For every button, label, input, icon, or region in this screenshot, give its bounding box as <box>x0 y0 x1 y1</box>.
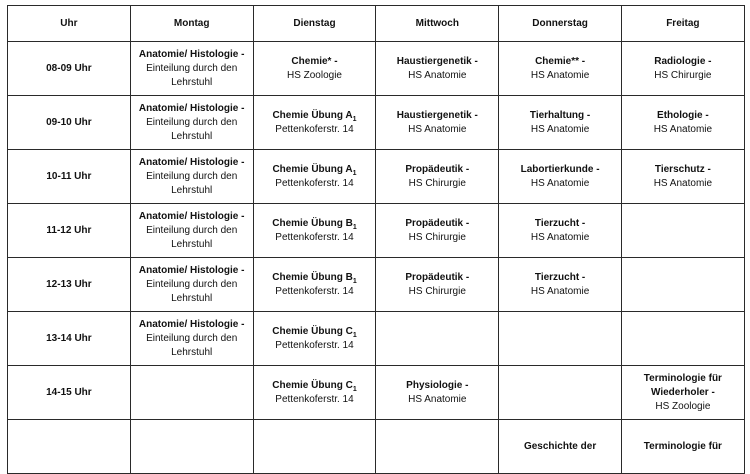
time-slot <box>8 420 131 474</box>
course-location: HS Anatomie <box>530 177 590 189</box>
time-slot: 12-13 Uhr <box>8 258 131 312</box>
course-subject <box>260 379 370 393</box>
cell-donnerstag <box>499 42 622 96</box>
course-subject-text: Anatomie/ Histologie - <box>138 48 245 60</box>
course-location: HS Anatomie <box>530 123 590 135</box>
course-subject-text: Tierschutz - <box>654 163 711 175</box>
course-subject-text: Terminologie für <box>643 440 722 452</box>
course-subject-text: Ethologie - <box>657 109 709 121</box>
cell-donnerstag <box>499 420 622 474</box>
cell-dienstag <box>253 366 376 420</box>
cell-freitag <box>621 366 744 420</box>
course-location: HS Anatomie <box>653 123 713 135</box>
course-location: HS Chirurgie <box>654 69 712 81</box>
course-subject-text: Tierzucht - <box>534 271 586 283</box>
header-row <box>8 6 745 42</box>
time-slot: 08-09 Uhr <box>8 42 131 96</box>
cell-dienstag <box>253 312 376 366</box>
course-subject-text: Anatomie/ Histologie - <box>138 210 245 222</box>
course-subject <box>137 318 247 332</box>
course-location: Pettenkoferstr. 14 <box>275 123 354 135</box>
course-location: Einteilung durch den Lehrstuhl <box>146 278 238 304</box>
course-subject <box>260 163 370 177</box>
course-subject-text: Terminologie für Wiederholer - <box>643 372 722 398</box>
course-subject <box>505 217 615 231</box>
course-subject <box>260 109 370 123</box>
course-subject-text: Tierzucht - <box>534 217 586 229</box>
course-subject <box>505 55 615 69</box>
course-subject <box>628 372 738 400</box>
group-subscript: 1 <box>352 331 357 339</box>
header-freitag: Freitag <box>621 6 744 42</box>
table-row <box>8 96 745 150</box>
header-donnerstag: Donnerstag <box>499 6 622 42</box>
cell-montag <box>130 258 253 312</box>
cell-montag <box>130 150 253 204</box>
course-subject-text: Anatomie/ Histologie - <box>138 318 245 330</box>
time-slot: 13-14 Uhr <box>8 312 131 366</box>
cell-donnerstag <box>499 96 622 150</box>
course-location: HS Chirurgie <box>408 177 466 189</box>
course-subject-text: Geschichte der <box>523 440 597 452</box>
course-subject-text: Physiologie - <box>406 379 469 391</box>
course-subject <box>505 163 615 177</box>
cell-dienstag <box>253 96 376 150</box>
course-subject-text: Haustiergenetik - <box>396 109 478 121</box>
table-row <box>8 204 745 258</box>
course-subject-text: Chemie Übung A <box>272 163 353 175</box>
course-location: Einteilung durch den Lehrstuhl <box>146 116 238 142</box>
course-subject-text: Chemie Übung B <box>272 217 353 229</box>
course-subject-text: Radiologie - <box>654 55 712 67</box>
course-subject <box>137 48 247 62</box>
course-location: Pettenkoferstr. 14 <box>275 177 354 189</box>
group-subscript: 1 <box>352 277 357 285</box>
cell-dienstag <box>253 420 376 474</box>
time-slot: 10-11 Uhr <box>8 150 131 204</box>
header-montag: Montag <box>130 6 253 42</box>
course-location: HS Anatomie <box>530 231 590 243</box>
course-subject <box>260 325 370 339</box>
group-subscript: 1 <box>352 169 357 177</box>
time-slot: 11-12 Uhr <box>8 204 131 258</box>
cell-montag <box>130 96 253 150</box>
cell-montag <box>130 42 253 96</box>
course-subject <box>382 109 492 123</box>
cell-freitag <box>621 42 744 96</box>
cell-donnerstag <box>499 258 622 312</box>
cell-mittwoch <box>376 366 499 420</box>
course-location: HS Anatomie <box>653 177 713 189</box>
course-subject <box>382 217 492 231</box>
cell-mittwoch <box>376 312 499 366</box>
cell-dienstag <box>253 150 376 204</box>
course-location: HS Chirurgie <box>408 285 466 297</box>
course-subject-text: Anatomie/ Histologie - <box>138 156 245 168</box>
course-subject <box>628 163 738 177</box>
course-subject <box>260 271 370 285</box>
cell-mittwoch <box>376 258 499 312</box>
cell-mittwoch <box>376 420 499 474</box>
cell-donnerstag <box>499 150 622 204</box>
course-subject-text: Chemie Übung C <box>272 379 353 391</box>
course-subject-text: Chemie Übung A <box>272 109 353 121</box>
table-row <box>8 150 745 204</box>
course-subject <box>382 379 492 393</box>
cell-freitag <box>621 420 744 474</box>
cell-mittwoch <box>376 150 499 204</box>
cell-mittwoch <box>376 42 499 96</box>
course-location: HS Chirurgie <box>408 231 466 243</box>
time-slot: 09-10 Uhr <box>8 96 131 150</box>
course-location: Pettenkoferstr. 14 <box>275 285 354 297</box>
course-location: HS Anatomie <box>530 285 590 297</box>
group-subscript: 1 <box>352 223 357 231</box>
course-location: Pettenkoferstr. 14 <box>275 231 354 243</box>
course-subject-text: Chemie** - <box>535 55 586 67</box>
course-subject <box>505 440 615 454</box>
cell-freitag <box>621 96 744 150</box>
course-subject <box>260 55 370 69</box>
timetable <box>7 5 745 474</box>
cell-mittwoch <box>376 96 499 150</box>
course-location: HS Zoologie <box>286 69 342 81</box>
table-row <box>8 366 745 420</box>
course-subject <box>628 440 738 454</box>
course-subject <box>505 271 615 285</box>
table-row <box>8 312 745 366</box>
group-subscript: 1 <box>352 385 357 393</box>
cell-dienstag <box>253 42 376 96</box>
course-subject <box>382 55 492 69</box>
cell-montag <box>130 312 253 366</box>
cell-montag <box>130 366 253 420</box>
course-location: Einteilung durch den Lehrstuhl <box>146 224 238 250</box>
course-subject <box>260 217 370 231</box>
course-subject <box>137 102 247 116</box>
course-subject <box>382 271 492 285</box>
cell-donnerstag <box>499 312 622 366</box>
course-location: HS Zoologie <box>655 400 711 412</box>
course-subject-text: Anatomie/ Histologie - <box>138 264 245 276</box>
course-location: Einteilung durch den Lehrstuhl <box>146 332 238 358</box>
cell-mittwoch <box>376 204 499 258</box>
course-subject-text: Chemie* - <box>291 55 338 67</box>
table-row <box>8 42 745 96</box>
header-uhr: Uhr <box>8 6 131 42</box>
course-subject <box>137 264 247 278</box>
course-subject-text: Chemie Übung C <box>272 325 353 337</box>
course-location: HS Anatomie <box>408 393 467 405</box>
cell-freitag <box>621 312 744 366</box>
cell-freitag <box>621 150 744 204</box>
cell-donnerstag <box>499 204 622 258</box>
course-subject <box>628 55 738 69</box>
course-location: Einteilung durch den Lehrstuhl <box>146 62 238 88</box>
course-subject <box>137 210 247 224</box>
course-location: HS Anatomie <box>408 123 467 135</box>
course-location: HS Anatomie <box>530 69 590 81</box>
course-subject-text: Tierhaltung - <box>529 109 591 121</box>
course-subject-text: Propädeutik - <box>405 271 470 283</box>
cell-montag <box>130 204 253 258</box>
cell-dienstag <box>253 258 376 312</box>
course-location: Pettenkoferstr. 14 <box>275 393 354 405</box>
course-subject-text: Propädeutik - <box>405 217 470 229</box>
course-location: Einteilung durch den Lehrstuhl <box>146 170 238 196</box>
group-subscript: 1 <box>352 115 357 123</box>
course-subject-text: Haustiergenetik - <box>396 55 478 67</box>
cell-dienstag <box>253 204 376 258</box>
cell-montag <box>130 420 253 474</box>
course-subject-text: Propädeutik - <box>405 163 470 175</box>
table-row <box>8 420 745 474</box>
course-subject <box>628 109 738 123</box>
header-dienstag: Dienstag <box>253 6 376 42</box>
course-subject <box>505 109 615 123</box>
course-location: HS Anatomie <box>408 69 467 81</box>
cell-freitag <box>621 204 744 258</box>
header-mittwoch: Mittwoch <box>376 6 499 42</box>
course-subject-text: Chemie Übung B <box>272 271 353 283</box>
course-location: Pettenkoferstr. 14 <box>275 339 354 351</box>
course-subject <box>382 163 492 177</box>
cell-donnerstag <box>499 366 622 420</box>
course-subject-text: Anatomie/ Histologie - <box>138 102 245 114</box>
table-row <box>8 258 745 312</box>
cell-freitag <box>621 258 744 312</box>
time-slot: 14-15 Uhr <box>8 366 131 420</box>
course-subject-text: Labortierkunde - <box>520 163 600 175</box>
course-subject <box>137 156 247 170</box>
